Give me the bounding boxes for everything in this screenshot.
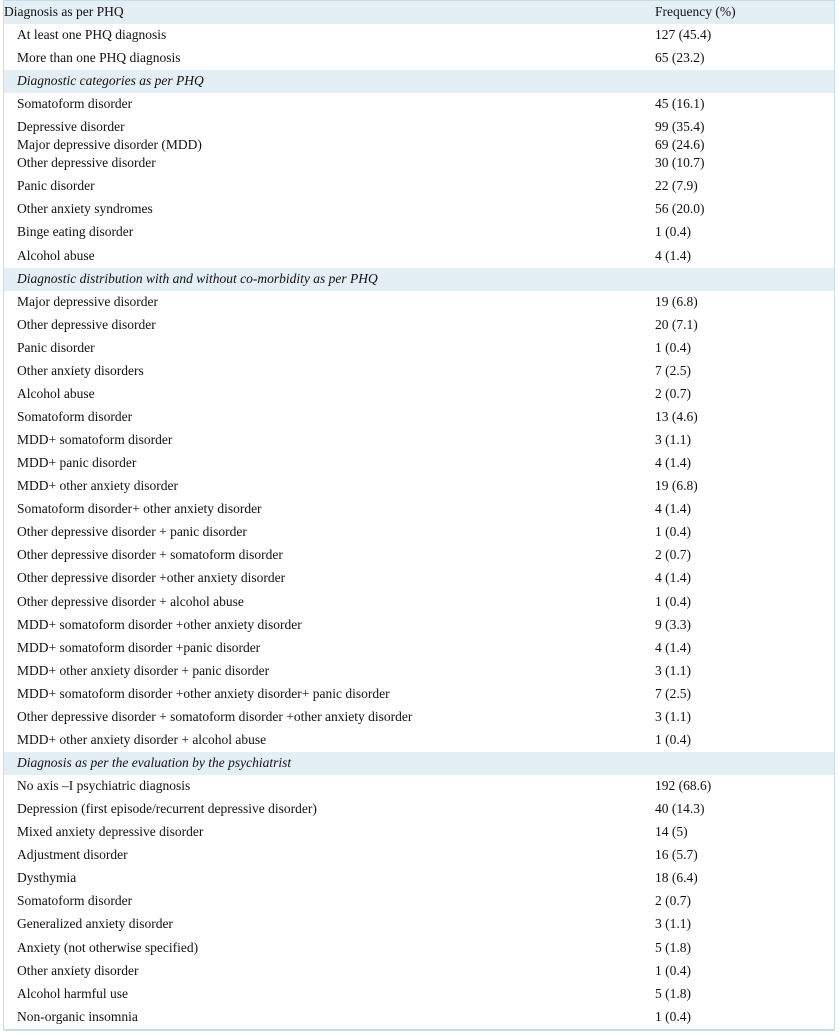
- category-row: [4, 752, 834, 775]
- frequency-value: 2 (0.7): [655, 386, 691, 401]
- frequency-value: 3 (1.1): [655, 709, 691, 724]
- frequency-value: 99 (35.4): [655, 119, 705, 134]
- frequency-value: 69 (24.6): [655, 137, 705, 152]
- frequency-value: 4 (1.4): [655, 248, 691, 263]
- header-diagnosis-label: Diagnosis as per PHQ: [4, 4, 124, 19]
- diagnosis-label: Somatoform disorder: [17, 96, 133, 111]
- table-row: [4, 175, 834, 198]
- table-row: [4, 383, 834, 406]
- table-row: [4, 1006, 834, 1031]
- frequency-value: 1 (0.4): [655, 963, 691, 978]
- category-label: Diagnostic categories as per PHQ: [17, 73, 204, 88]
- diagnosis-label: Non-organic insomnia: [17, 1009, 138, 1024]
- frequency-value: 14 (5): [655, 824, 688, 839]
- diagnosis-label: Somatoform disorder+ other anxiety disorder: [17, 501, 262, 516]
- category-label: Diagnostic distribution with and without co-morbidity as per PHQ: [17, 271, 378, 286]
- table-row: [4, 152, 834, 175]
- table-row: [4, 706, 834, 729]
- table-row: [4, 475, 834, 498]
- table-row: [4, 24, 834, 47]
- table-row: [4, 890, 834, 913]
- frequency-value: 20 (7.1): [655, 317, 698, 332]
- diagnosis-label: Generalized anxiety disorder: [17, 916, 173, 931]
- diagnosis-label: Other depressive disorder +other anxiety disorder: [17, 570, 286, 585]
- diagnosis-label: At least one PHQ diagnosis: [17, 27, 167, 42]
- diagnosis-label: MDD+ somatoform disorder +other anxiety disorder: [17, 617, 302, 632]
- table-header-row: [4, 1, 834, 24]
- frequency-value: 1 (0.4): [655, 340, 691, 355]
- table-row: [4, 960, 834, 983]
- diagnosis-label: Alcohol abuse: [17, 248, 95, 263]
- table-row: [4, 729, 834, 752]
- diagnosis-label: Other depressive disorder + somatoform disorder +other anxiety disorder: [17, 709, 413, 724]
- diagnosis-label: MDD+ panic disorder: [17, 455, 137, 470]
- frequency-value: 127 (45.4): [655, 27, 712, 42]
- category-row: [4, 70, 834, 93]
- table-row: [4, 660, 834, 683]
- header-frequency-label: Frequency (%): [655, 4, 736, 19]
- diagnosis-label: Somatoform disorder: [17, 409, 133, 424]
- table-row: [4, 867, 834, 890]
- diagnosis-label: Other depressive disorder: [17, 317, 156, 332]
- table-row: [4, 47, 834, 70]
- diagnosis-label: MDD+ other anxiety disorder + alcohol abuse: [17, 732, 267, 747]
- diagnosis-label: Major depressive disorder: [17, 294, 158, 309]
- table-row: [4, 314, 834, 337]
- frequency-value: 30 (10.7): [655, 155, 705, 170]
- frequency-value: 4 (1.4): [655, 570, 691, 585]
- diagnosis-label: Mixed anxiety depressive disorder: [17, 824, 204, 839]
- frequency-value: 2 (0.7): [655, 893, 691, 908]
- table-row: [4, 221, 834, 244]
- frequency-value: 22 (7.9): [655, 178, 698, 193]
- frequency-value: 65 (23.2): [655, 50, 705, 65]
- diagnosis-label: No axis –I psychiatric diagnosis: [17, 778, 191, 793]
- frequency-value: 3 (1.1): [655, 916, 691, 931]
- diagnosis-label: Major depressive disorder (MDD): [17, 137, 202, 152]
- frequency-value: 4 (1.4): [655, 640, 691, 655]
- frequency-value: 19 (6.8): [655, 478, 698, 493]
- table-row: [4, 798, 834, 821]
- frequency-value: 9 (3.3): [655, 617, 691, 632]
- diagnosis-label: Other depressive disorder + panic disorder: [17, 524, 247, 539]
- diagnosis-label: Binge eating disorder: [17, 224, 134, 239]
- diagnosis-label: Other anxiety disorders: [17, 363, 144, 378]
- frequency-value: 45 (16.1): [655, 96, 705, 111]
- diagnosis-label: Panic disorder: [17, 340, 95, 355]
- frequency-value: 1 (0.4): [655, 224, 691, 239]
- frequency-value: 7 (2.5): [655, 686, 691, 701]
- diagnosis-label: More than one PHQ diagnosis: [17, 50, 181, 65]
- frequency-value: 4 (1.4): [655, 455, 691, 470]
- table-row: [4, 775, 834, 798]
- table-row: [4, 844, 834, 867]
- diagnosis-label: Depression (first episode/recurrent depressive disorder): [17, 801, 317, 816]
- table-row: [4, 521, 834, 544]
- frequency-value: 7 (2.5): [655, 363, 691, 378]
- diagnosis-label: Adjustment disorder: [17, 847, 128, 862]
- frequency-value: 40 (14.3): [655, 801, 705, 816]
- diagnosis-label: MDD+ other anxiety disorder: [17, 478, 178, 493]
- table-row: [4, 591, 834, 614]
- table-row: [4, 937, 834, 960]
- frequency-value: 19 (6.8): [655, 294, 698, 309]
- frequency-value: 1 (0.4): [655, 1009, 691, 1024]
- diagnosis-label: Alcohol abuse: [17, 386, 95, 401]
- diagnosis-label: Other anxiety syndromes: [17, 201, 153, 216]
- table-row: [4, 245, 834, 268]
- diagnosis-label: Other depressive disorder + somatoform disorder: [17, 547, 283, 562]
- table-row: [4, 567, 834, 590]
- table-row: [4, 452, 834, 475]
- table-row: [4, 337, 834, 360]
- table-row: [4, 134, 834, 152]
- table-row: [4, 614, 834, 637]
- diagnosis-label: Alcohol harmful use: [17, 986, 128, 1001]
- diagnosis-label: Somatoform disorder: [17, 893, 133, 908]
- diagnosis-label: Anxiety (not otherwise specified): [17, 940, 199, 955]
- table-row: [4, 360, 834, 383]
- category-label: Diagnosis as per the evaluation by the psychiatrist: [17, 755, 292, 770]
- table-row: [4, 498, 834, 521]
- frequency-value: 13 (4.6): [655, 409, 698, 424]
- diagnosis-label: Other anxiety disorder: [17, 963, 139, 978]
- frequency-value: 1 (0.4): [655, 732, 691, 747]
- frequency-value: 1 (0.4): [655, 524, 691, 539]
- frequency-value: 1 (0.4): [655, 594, 691, 609]
- table-row: [4, 406, 834, 429]
- table-row: [4, 637, 834, 660]
- table-row: [4, 116, 834, 134]
- frequency-value: 4 (1.4): [655, 501, 691, 516]
- table-row: [4, 983, 834, 1006]
- diagnosis-label: MDD+ other anxiety disorder + panic disorder: [17, 663, 270, 678]
- diagnosis-label: MDD+ somatoform disorder +other anxiety disorder+ panic disorder: [17, 686, 390, 701]
- diagnosis-label: Other depressive disorder + alcohol abuse: [17, 594, 244, 609]
- frequency-value: 18 (6.4): [655, 870, 698, 885]
- table-row: [4, 291, 834, 314]
- diagnosis-label: Depressive disorder: [17, 119, 125, 134]
- table-row: [4, 683, 834, 706]
- diagnosis-label: Panic disorder: [17, 178, 95, 193]
- diagnosis-label: MDD+ somatoform disorder: [17, 432, 173, 447]
- table-row: [4, 821, 834, 844]
- diagnosis-label: Other depressive disorder: [17, 155, 156, 170]
- table-row: [4, 198, 834, 221]
- diagnosis-label: MDD+ somatoform disorder +panic disorder: [17, 640, 261, 655]
- table-row: [4, 913, 834, 936]
- table-row: [4, 429, 834, 452]
- frequency-value: 3 (1.1): [655, 663, 691, 678]
- table-row: [4, 544, 834, 567]
- category-row: [4, 268, 834, 291]
- frequency-value: 16 (5.7): [655, 847, 698, 862]
- frequency-value: 2 (0.7): [655, 547, 691, 562]
- frequency-value: 5 (1.8): [655, 986, 691, 1001]
- frequency-value: 56 (20.0): [655, 201, 705, 216]
- frequency-value: 192 (68.6): [655, 778, 712, 793]
- frequency-value: 5 (1.8): [655, 940, 691, 955]
- frequency-value: 3 (1.1): [655, 432, 691, 447]
- diagnosis-label: Dysthymia: [17, 870, 77, 885]
- table-row: [4, 93, 834, 116]
